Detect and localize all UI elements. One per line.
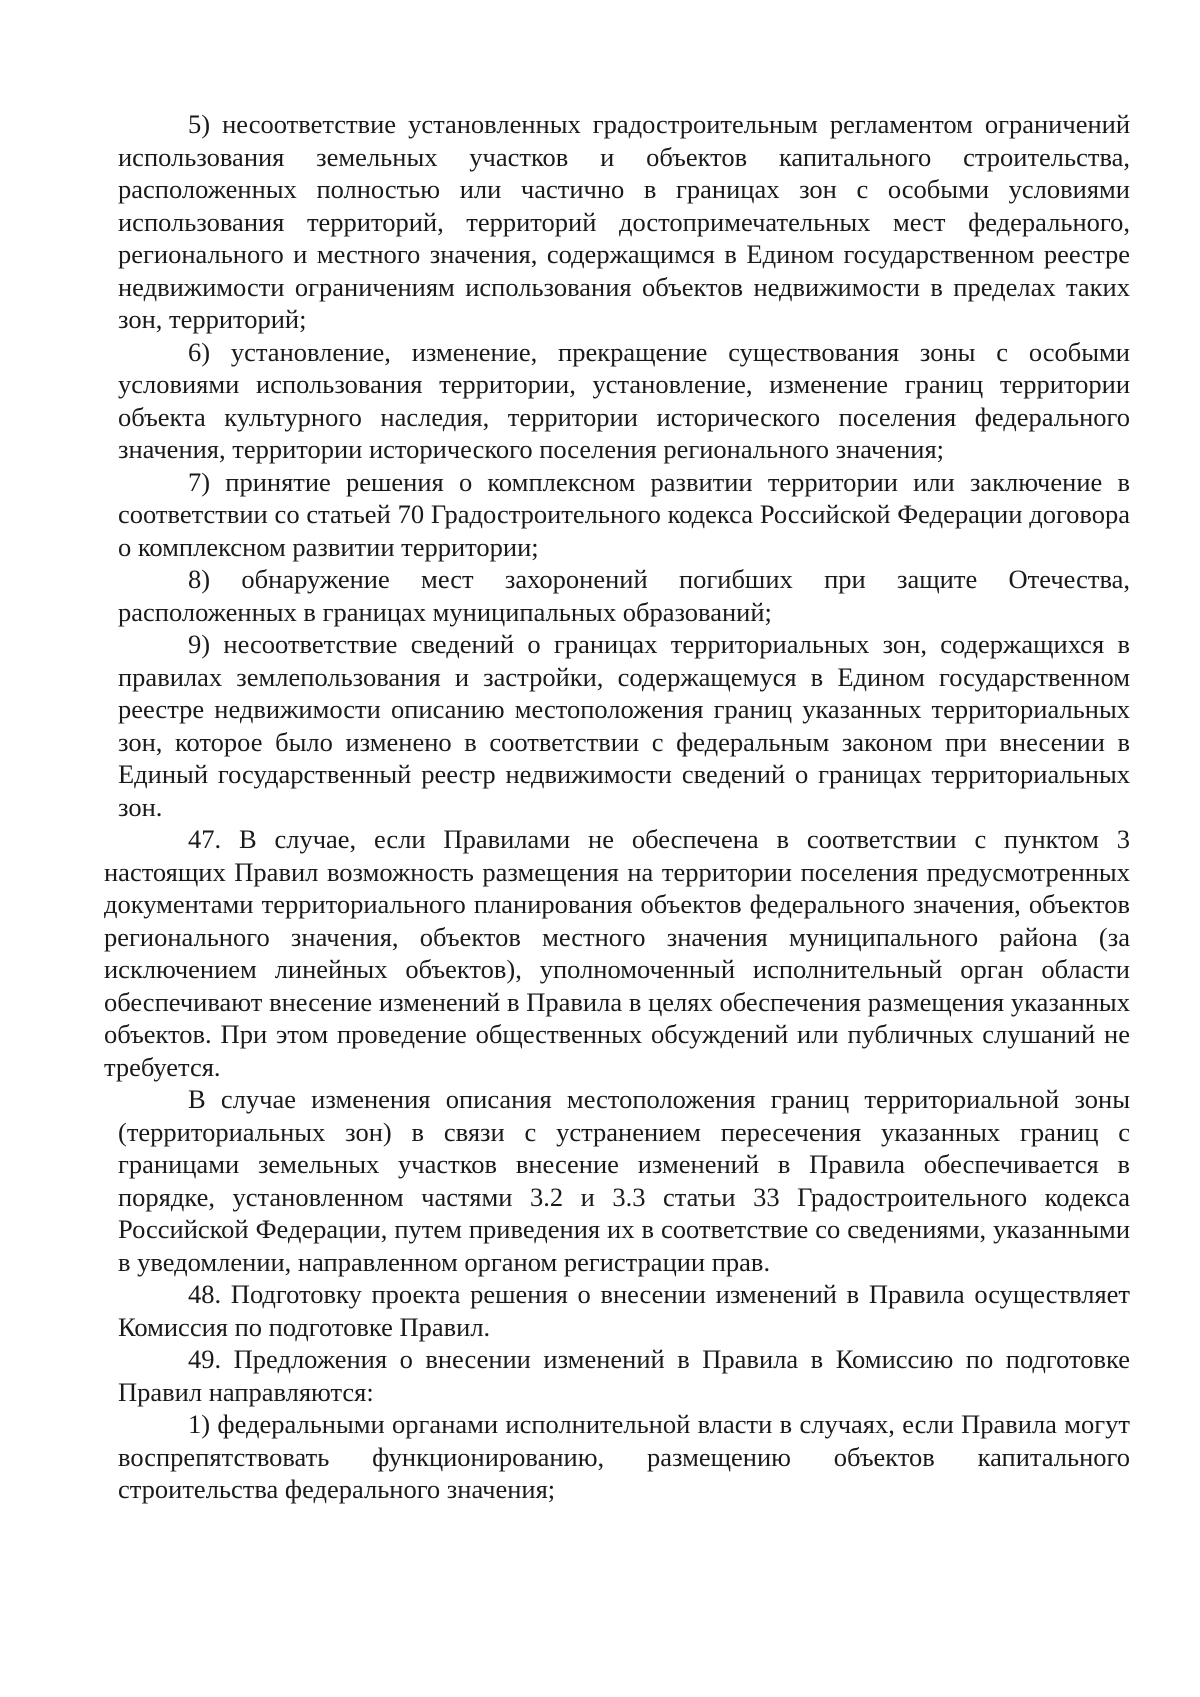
list-item-9: 9) несоответствие сведений о границах территориальных зон, содержащихся в правилах землепользования и застройки, содержащемуся в Едином государственном реестре недвижимости описанию местоположения границ указанных территориальных зон, которое было изменено в соответствии с федеральным законом при внесении в Единый государственный реестр недвижимости сведений о границах территориальных зон. <box>118 629 1130 822</box>
clause-47-continuation: В случае изменения описания местоположения границ территориальной зоны (территориальных зон) в связи с устранением пересечения указанных границ с границами земельных участков внесение изменений в Правила обеспечивается в порядке, установленном частями 3.2 и 3.3 статьи 33 Градостроительного кодекса Российской Федерации, путем приведения их в соответствие со сведениями, указанными в уведомлении, направленном органом регистрации прав. <box>118 1084 1130 1277</box>
clause-49: 49. Предложения о внесении изменений в Правила в Комиссию по подготовке Правил направляются: <box>118 1344 1130 1407</box>
clause-48: 48. Подготовку проекта решения о внесении изменений в Правила осуществляет Комиссия по подготовке Правил. <box>118 1279 1130 1342</box>
clause-47: 47. В случае, если Правилами не обеспечена в соответствии с пунктом 3 настоящих Правил возможность размещения на территории поселения предусмотренных документами территориального планирования объектов федерального значения, объектов регионального значения, объектов местного значения муниципального района (за исключением линейных объектов), уполномоченный исполнительный орган области обеспечивают внесение изменений в Правила в целях обеспечения размещения указанных объектов. При этом проведение общественных обсуждений или публичных слушаний не требуется. <box>104 824 1130 1082</box>
document-page <box>0 108 1200 1668</box>
list-item-7: 7) принятие решения о комплексном развитии территории или заключение в соответствии со статьей 70 Градостроительного кодекса Российской Федерации договора о комплексном развитии территории; <box>118 466 1130 562</box>
clause-49-item-1: 1) федеральными органами исполнительной власти в случаях, если Правила могут воспрепятствовать функционированию, размещению объектов капитального строительства федерального значения; <box>118 1409 1130 1504</box>
list-item-5: 5) несоответствие установленных градостроительным регламентом ограничений использования земельных участков и объектов капитального строительства, расположенных полностью или частично в границах зон с особыми условиями использования территорий, территорий достопримечательных мест федерального, регионального и местного значения, содержащимся в Едином государственном реестре недвижимости ограничениям использования объектов недвижимости в пределах таких зон, территорий; <box>118 109 1130 334</box>
list-item-8: 8) обнаружение мест захоронений погибших при защите Отечества, расположенных в границах муниципальных образований; <box>118 564 1130 627</box>
list-item-6: 6) установление, изменение, прекращение существования зоны с особыми условиями использования территории, установление, изменение границ территории объекта культурного наследия, территории исторического поселения федерального значения, территории исторического поселения регионального значения; <box>118 336 1130 464</box>
